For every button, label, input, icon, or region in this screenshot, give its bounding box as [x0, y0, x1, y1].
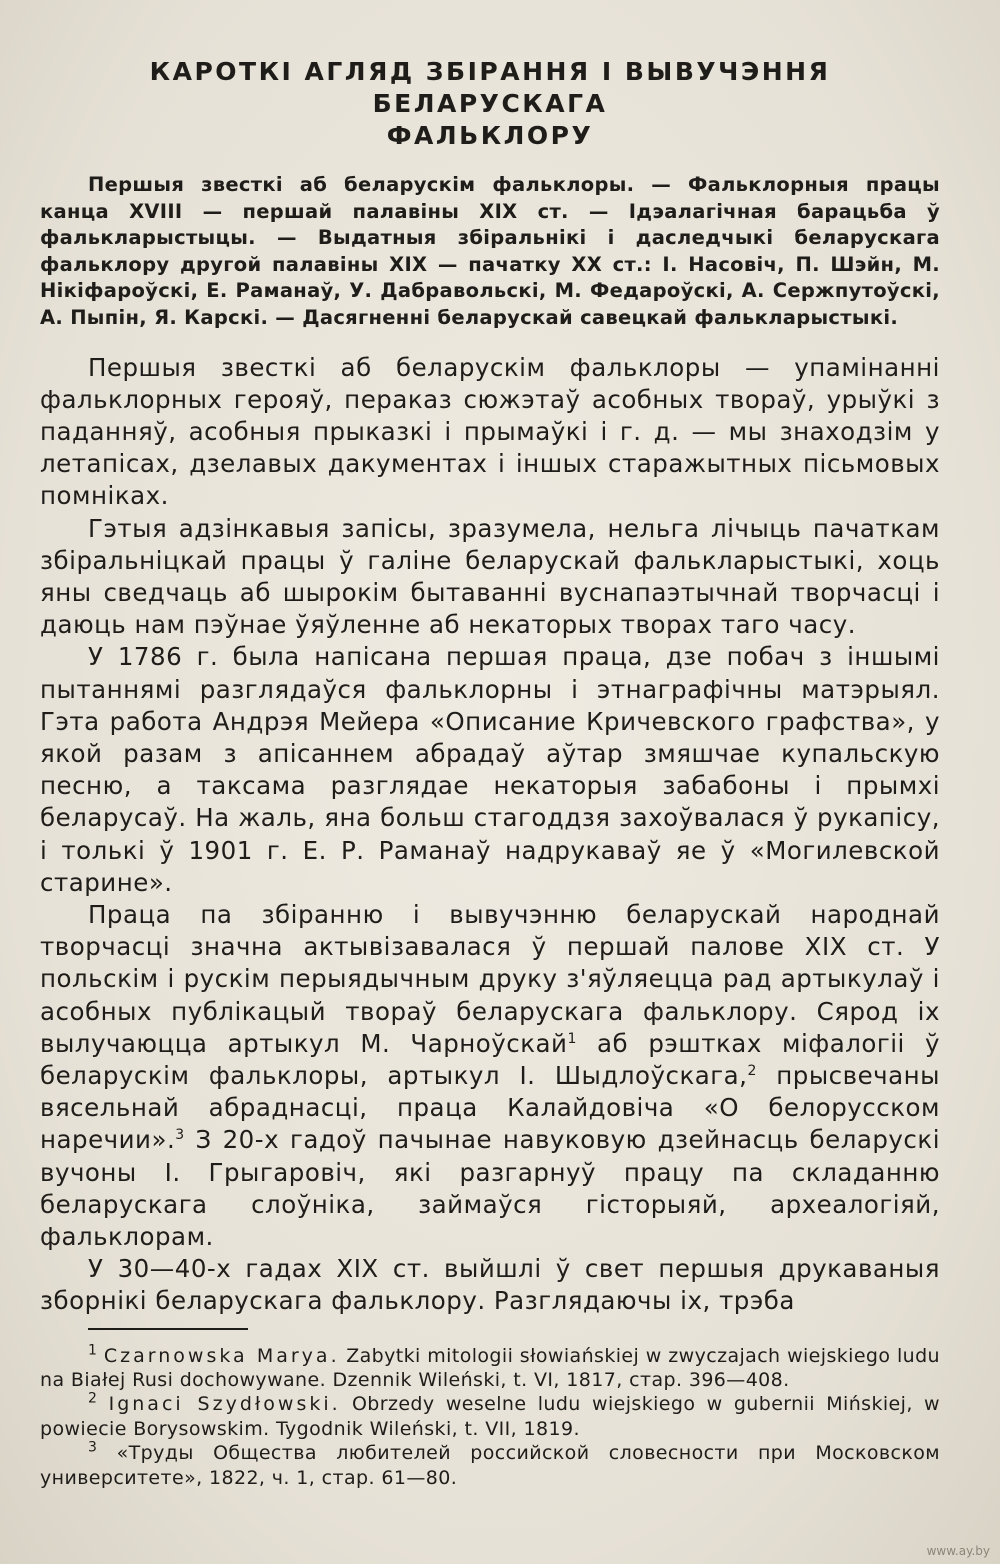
chapter-title-line-1: КАРОТКІ АГЛЯД ЗБІРАННЯ І ВЫВУЧЭННЯ БЕЛАРУСКАГА	[149, 57, 831, 118]
footnotes	[40, 1344, 940, 1490]
paragraph-5: У 30—40-х гадах XIX ст. выйшлі ў свет першыя друкаваныя зборнікі беларускага фальклору. Разглядаючы іх, трэба	[40, 1254, 940, 1316]
footnote-2	[40, 1392, 940, 1441]
paragraph-2: Гэтыя адзінкавыя запісы, зразумела, нельга лічыць пачаткам збіральніцкай працы ў галіне беларускай фалькларыстыкі, хоць яны сведчаць аб шырокім бытаванні вуснапаэтычнай творчасці і даюць нам пэўнае ўяўленне аб некаторых творах таго часу.	[40, 513, 940, 640]
watermark: www.ay.by	[926, 1544, 990, 1558]
footnote-ref-3: 3	[175, 1127, 185, 1144]
paragraph-4	[40, 899, 940, 1253]
chapter-title-line-2: ФАЛЬКЛОРУ	[386, 121, 594, 150]
paragraph-4-part-c: прысвечаны вясельнай абраднасці, праца Калайдовіча «О белорусском наречии».	[40, 1061, 940, 1155]
chapter-abstract: Першыя звесткі аб беларускім фальклоры. — Фальклорныя працы канца XVIII — першай палавіны XIX ст. — Ідэалагічная барацьба ў фалькларыстыцы. — Выдатныя збіральнікі і даследчыкі беларускага фальклору другой палавіны XIX — пачатку XX ст.: І. Насовіч, П. Шэйн, М. Нікіфароўскі, Е. Раманаў, У. Дабравольскі, М. Федароўскі, А. Сержпутоўскі, А. Пыпін, Я. Карскі. — Дасягненні беларускай савецкай фалькларыстыкі.	[40, 173, 940, 329]
footnote-2-number: 2	[88, 1391, 98, 1408]
footnote-divider	[88, 1328, 248, 1330]
paragraph-3: У 1786 г. была напісана першая праца, дзе побач з іншымі пытаннямі разглядаўся фальклорны і этнаграфічны матэрыял. Гэта работа Андрэя Мейера «Описание Кричевского графства», у якой разам з апісаннем абрадаў аўтар змяшчае купальскую песню, а таксама разглядае некаторыя забабоны і прымхі беларусаў. На жаль, яна больш стагоддзя захоўвалася ў рукапісу, і толькі ў 1901 г. Е. Р. Раманаў надрукаваў яе ў «Могилевской старине».	[40, 642, 940, 897]
chapter-title	[40, 56, 940, 152]
paragraph-1: Першыя звесткі аб беларускім фальклоры — упамінанні фальклорных герояў, пераказ сюжэтаў асобных твораў, урыўкі з паданняў, асобныя прыказкі і прымаўкі і г. д. — мы знаходзім у летапісах, дзелавых дакументах і іншых старажытных пісьмовых помніках.	[40, 352, 940, 511]
footnote-1	[40, 1344, 940, 1393]
footnote-3-number: 3	[88, 1439, 98, 1456]
footnote-3	[40, 1441, 940, 1490]
footnote-ref-2: 2	[747, 1062, 757, 1079]
paragraph-4-part-d: З 20-х гадоў пачынае навуковую дзейнасць беларускі вучоны І. Грыгаровіч, які разгарнуў працу па складанню беларускага слоўніка, займаўся гісторыяй, археалогіяй, фальклорам.	[40, 1125, 940, 1252]
footnote-3-text: «Труды Общества любителей российской словесности при Московском университете», 1822, ч. 1, стар. 61—80.	[40, 1442, 940, 1489]
footnote-ref-1: 1	[567, 1030, 577, 1047]
footnote-1-text: Zabytki mitologii słowiańskiej w zwyczajach wiejskiego ludu na Białej Rusi dochowywane. Dzennik Wileński, t. VI, 1817, стар. 396—408.	[40, 1344, 941, 1392]
paragraph-4-part-a: Праца па збіранню і вывучэнню беларускай народнай творчасці значна актывізавалася ў першай палове XIX ст. У польскім і рускім перыядычным друку з'яўляецца рад артыкулаў і асобных публікацый твораў беларускага фальклору. Сярод іх вылучаюцца артыкул М. Чарноўскай	[40, 900, 940, 1058]
paragraph-4-part-b: аб рэштках міфалогіі ў беларускім фальклоры, артыкул І. Шыдлоўскага,	[40, 1028, 940, 1091]
body-text	[40, 352, 940, 1318]
footnote-2-author: Ignaci Szydłowski.	[108, 1393, 341, 1416]
footnote-1-number: 1	[88, 1342, 98, 1359]
footnote-1-author: Czarnowska Marya.	[103, 1344, 340, 1367]
footnote-2-text: Obrzedy weselne ludu wiejskiego w gubernii Mińskiej, w powiecie Borysowskim. Tygodnik Wileński, t. VII, 1819.	[40, 1393, 940, 1440]
